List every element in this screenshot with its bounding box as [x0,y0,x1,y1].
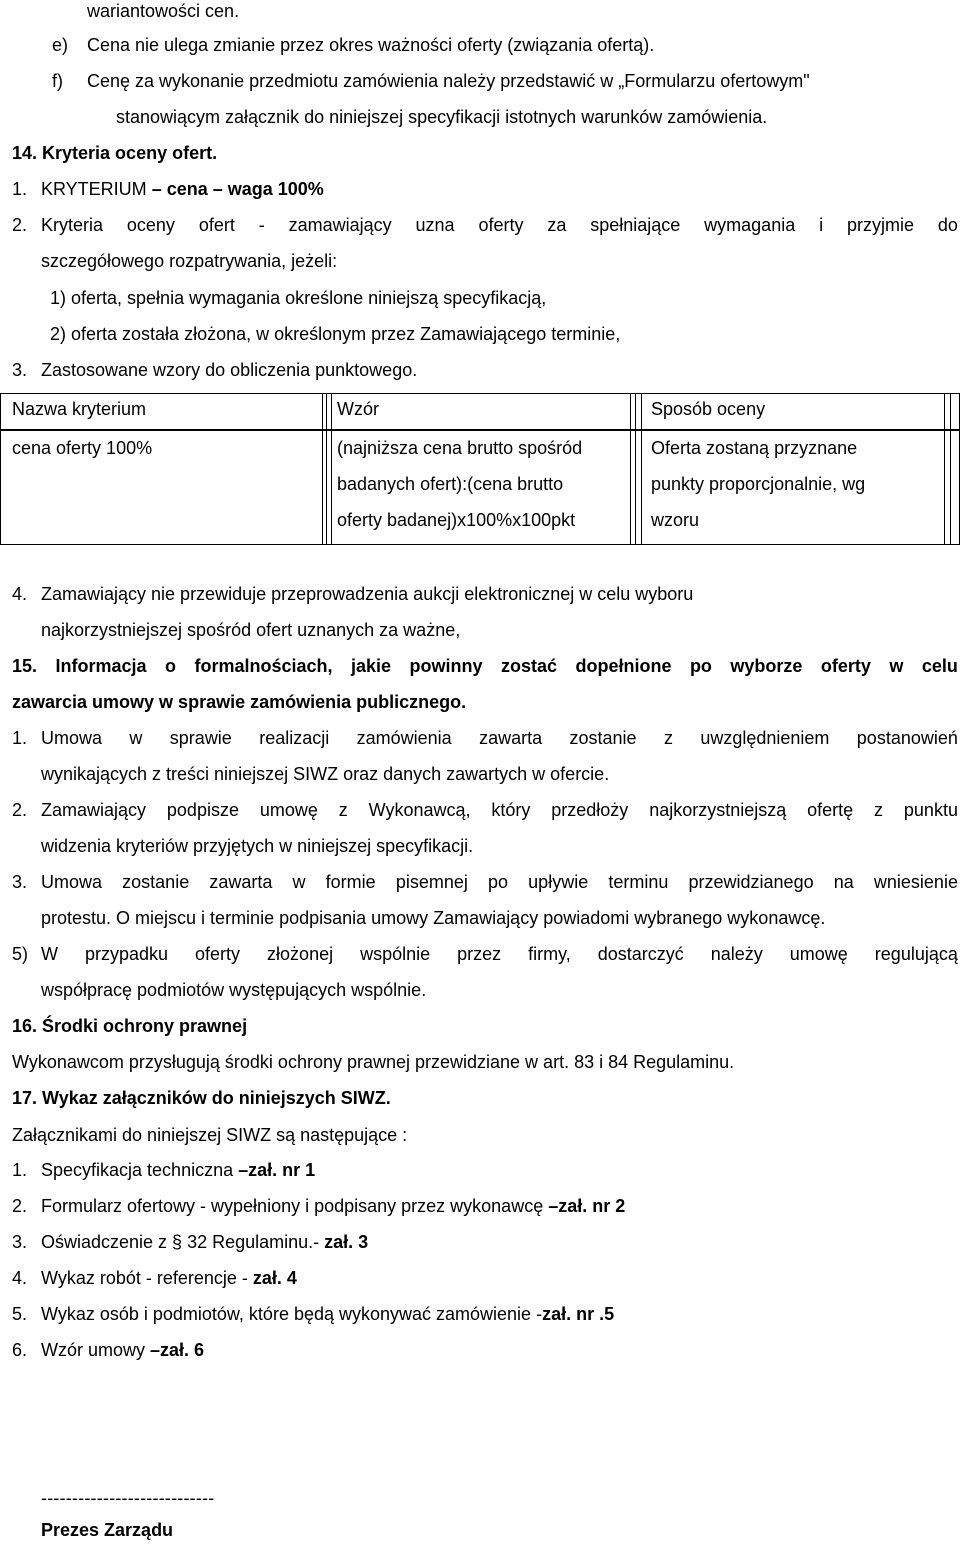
word: na [833,872,854,892]
s14-item1-text: KRYTERIUM – cena – waga 100% [41,179,324,199]
word: dopełnione [575,656,672,676]
signature-title: Prezes Zarządu [41,1520,174,1540]
table-divider-1a [322,393,323,545]
table-cell-name: cena oferty 100% [12,438,153,458]
section-16-text: Wykonawcom przysługują środki ochrony prawnej przewidziane w art. 83 i 84 Regulaminu. [12,1052,735,1072]
word: przyjmie [846,215,914,235]
word: firmy, [528,944,571,964]
s14-item1-num: 1. [12,179,28,199]
table-cell-formula-3: oferty badanej)x100%x100pkt [337,510,576,530]
word: przewidzianego [688,872,814,892]
s15-p3-line1 [41,871,958,893]
table-divider-2c [641,393,642,545]
item-e-text: Cena nie ulega zmianie przez okres ważności oferty (związania ofertą). [87,35,655,55]
table-cell-method-2: punkty proporcjonalnie, wg [651,474,866,494]
word: sprawie [169,728,232,748]
word: po [488,872,509,892]
word: powinny [409,656,483,676]
word: zamawiający [288,215,392,235]
table-rule-top [0,393,960,394]
word: oferty [478,215,524,235]
item-f-marker: f) [52,71,63,91]
word: Wykonawcą, [368,800,471,820]
s15-p2-line1 [41,799,958,821]
word: postanowień [856,728,958,748]
table-border-left [0,393,1,545]
word: po [689,656,712,676]
attachment-num: 4. [12,1268,28,1288]
word: wymagania [704,215,796,235]
word: wspólnie [360,944,431,964]
attachment-item: Wykaz robót - referencje - zał. 4 [41,1268,297,1288]
intro-line-0: wariantowości cen. [87,1,240,21]
table-header-name: Nazwa kryterium [12,399,147,419]
word: zostanie [122,872,190,892]
word: W [41,944,58,964]
word: ofertę [807,800,854,820]
s14-item2-line1 [41,214,958,236]
s14-item2-num: 2. [12,215,28,235]
table-rule-header [0,429,960,431]
word: oceny [126,215,175,235]
word: upływie [528,872,589,892]
word: punktu [903,800,958,820]
table-cell-method-1: Oferta zostaną przyznane [651,438,858,458]
word: pisemnej [395,872,468,892]
attachment-item: Oświadczenie z § 32 Regulaminu.- zał. 3 [41,1232,369,1252]
s15-p2-line2: widzenia kryteriów przyjętych w niniejszej specyfikacji. [41,836,474,856]
s15-p3-line2: protestu. O miejscu i terminie podpisania umowy Zamawiający powiadomi wybranego wykonawcę. [41,908,826,928]
word: zawarta [209,872,273,892]
word: zostać [500,656,557,676]
section-17-intro: Załącznikami do niniejszej SIWZ są następujące : [12,1125,408,1145]
word: zawarta [479,728,543,748]
s14-item3-num: 3. [12,360,28,380]
table-divider-1c [331,393,332,545]
s14-item3-text: Zastosowane wzory do obliczenia punktowego. [41,360,418,380]
table-cell-method-3: wzoru [651,510,700,530]
word: podpisze [166,800,239,820]
s15-p2-num: 2. [12,800,28,820]
s15-p1-num: 1. [12,728,28,748]
item-e-marker: e) [52,35,69,55]
section-15-heading-line2: zawarcia umowy w sprawie zamówienia publicznego. [12,692,467,712]
attachment-item: Wykaz osób i podmiotów, które będą wykonywać zamówienie -zał. nr .5 [41,1304,615,1324]
word: Umowa [41,872,103,892]
s15-p5-line2: współpracę podmiotów występujących wspólnie. [41,980,427,1000]
word: należy [710,944,763,964]
section-17-heading: 17. Wykaz załączników do niniejszych SIWZ. [12,1088,391,1108]
word: umowę [789,944,848,964]
s14-sub1: 1) oferta, spełnia wymagania określone niniejszą specyfikacją, [50,288,547,308]
word: złożonej [267,944,334,964]
word: przedłoży [551,800,629,820]
word: z [663,728,673,748]
word: w [292,872,306,892]
section-15-heading-line1 [12,655,958,677]
s14-item4-line2: najkorzystniejszej spośród ofert uznanych za ważne, [41,620,461,640]
word: uzna [415,215,455,235]
word: realizacji [259,728,330,748]
table-divider-2a [630,393,631,545]
word: terminu [608,872,669,892]
word: celu [921,656,958,676]
attachment-num: 1. [12,1160,28,1180]
word: w [889,656,904,676]
item-f-text-2: stanowiącym załącznik do niniejszej specyfikacji istotnych warunków zamówienia. [116,107,768,127]
word: i [819,215,824,235]
attachment-num: 2. [12,1196,28,1216]
word: ofert [198,215,235,235]
word: spełniające [590,215,681,235]
s15-p1-line1 [41,727,958,749]
s14-item4-num: 4. [12,584,28,604]
attachment-num: 3. [12,1232,28,1252]
word: Umowa [41,728,103,748]
word: Zamawiający [41,800,147,820]
attachment-num: 5. [12,1304,28,1324]
table-divider-1b [326,393,327,545]
word: przypadku [84,944,169,964]
table-cell-formula-2: badanych ofert):(cena brutto [337,474,564,494]
word: w [129,728,143,748]
attachment-item: Specyfikacja techniczna –zał. nr 1 [41,1160,316,1180]
word: najkorzystniejszą [649,800,787,820]
table-divider-3a [944,393,945,545]
word: przez [457,944,502,964]
word: Kryteria [41,215,104,235]
word: uwzględnieniem [700,728,830,748]
s15-p5-num: 5) [12,944,29,964]
table-header-method: Sposób oceny [651,399,766,419]
word: za [547,215,567,235]
word: 15. [12,656,38,676]
attachment-num: 6. [12,1340,28,1360]
word: który [491,800,531,820]
table-divider-3b [950,393,951,545]
section-16-heading: 16. Środki ochrony prawnej [12,1016,248,1036]
section-14-heading: 14. Kryteria oceny ofert. [12,143,218,163]
table-header-formula: Wzór [337,399,379,419]
item-f-text-1: Cenę za wykonanie przedmiotu zamówienia należy przedstawić w „Formularzu ofertowym" [87,71,810,91]
word: wniesienie [873,872,958,892]
s15-p1-line2: wynikających z treści niniejszej SIWZ oraz danych zawartych w ofercie. [41,764,610,784]
word: z [338,800,348,820]
word: zamówienia [356,728,452,748]
word: jakie [350,656,392,676]
word: oferty [195,944,241,964]
s14-item2-line2: szczegółowego rozpatrywania, jeżeli: [41,251,338,271]
word: z [874,800,884,820]
word: dostarczyć [597,944,684,964]
word: formalnościach, [194,656,333,676]
word: regulującą [874,944,958,964]
s15-p5-line1 [41,943,958,965]
criteria-table [0,393,960,545]
attachment-item: Formularz ofertowy - wypełniony i podpisany przez wykonawcę –zał. nr 2 [41,1196,626,1216]
table-divider-2b [635,393,636,545]
attachment-item: Wzór umowy –zał. 6 [41,1340,205,1360]
word: formie [325,872,376,892]
s14-item4-line1: Zamawiający nie przewiduje przeprowadzenia aukcji elektronicznej w celu wyboru [41,584,694,604]
word: Informacja [55,656,147,676]
word: do [937,215,958,235]
s14-sub2: 2) oferta została złożona, w określonym przez Zamawiającego terminie, [50,324,621,344]
word: zostanie [569,728,637,748]
signature-line: ---------------------------- [41,1488,215,1508]
table-cell-formula-1: (najniższa cena brutto spośród [337,438,583,458]
word: - [258,215,265,235]
word: umowę [259,800,318,820]
word: wyborze [730,656,803,676]
table-rule-bottom [0,544,960,545]
word: oferty [820,656,871,676]
word: o [165,656,176,676]
s15-p3-num: 3. [12,872,28,892]
